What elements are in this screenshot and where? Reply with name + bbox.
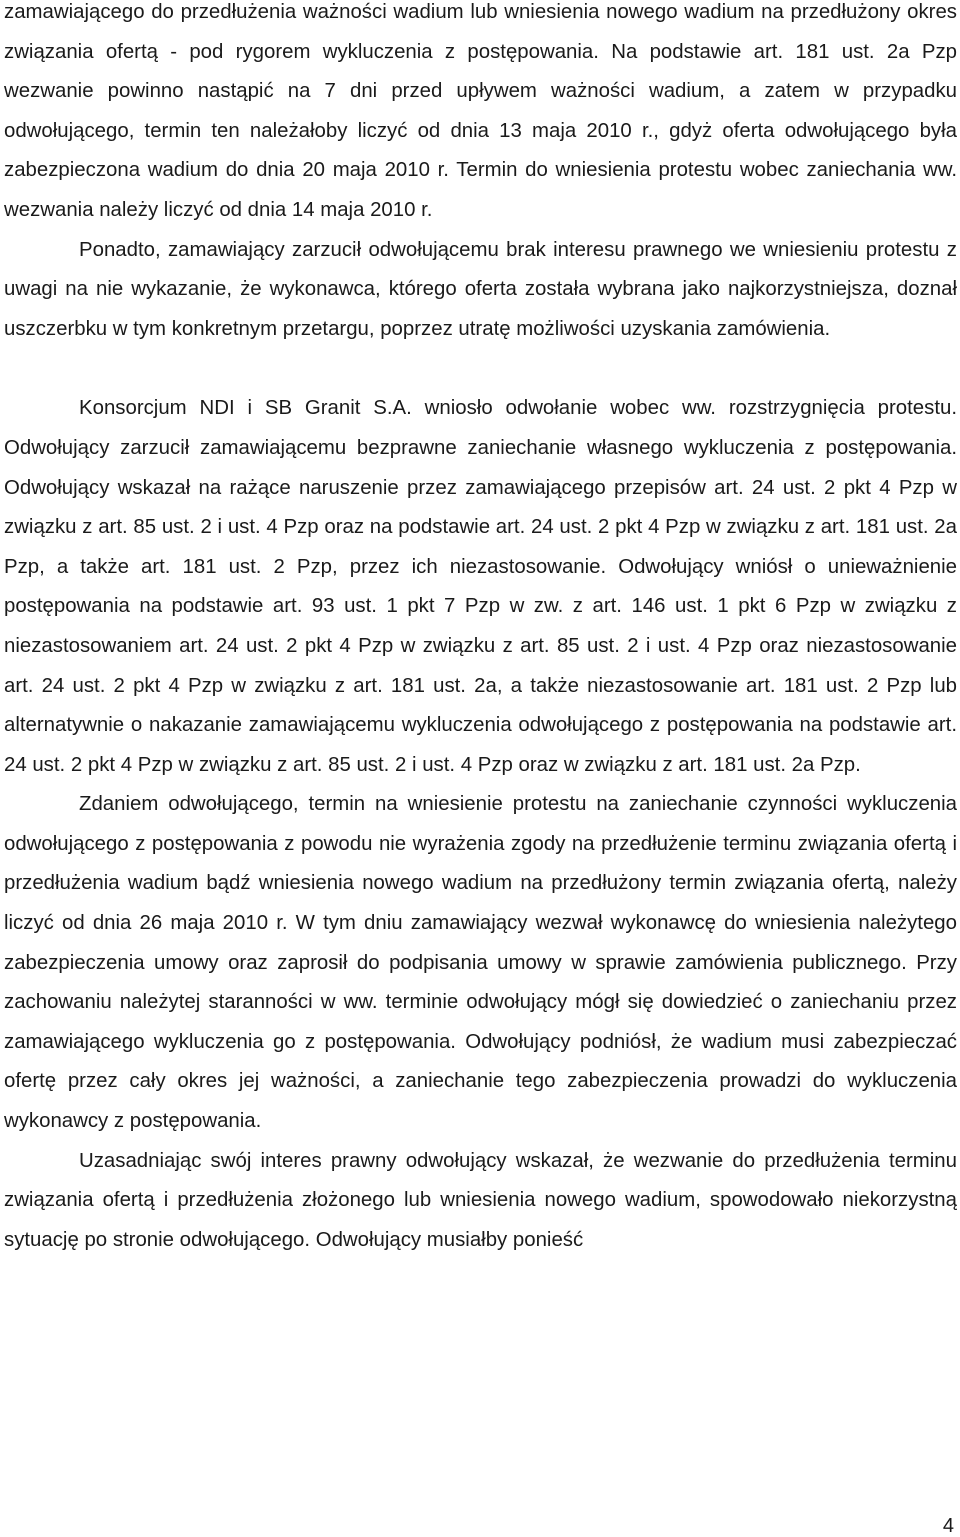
- paragraph-appeal: Konsorcjum NDI i SB Granit S.A. wniosło odwołanie wobec ww. rozstrzygnięcia protestu. Odwołujący zarzucił zamawiającemu bezprawne zaniechanie własnego wykluczenia z postępowania. Odwołujący wskazał na rażące naruszenie przez zamawiającego przepisów art. 24 ust. 2 pkt 4 Pzp w związku z art. 85 ust. 2 i ust. 4 Pzp oraz na podstawie art. 24 ust. 2 pkt 4 Pzp w związku z art. 181 ust. 2a Pzp, a także art. 181 ust. 2 Pzp, przez ich niezastosowanie. Odwołujący wniósł o unieważnienie postępowania na podstawie art. 93 ust. 1 pkt 7 Pzp w zw. z art. 146 ust. 1 pkt 6 Pzp w związku z niezastosowaniem art. 24 ust. 2 pkt 4 Pzp w związku z art. 85 ust. 2 i ust. 4 Pzp oraz niezastosowanie art. 24 ust. 2 pkt 4 Pzp w związku z art. 181 ust. 2a, a także niezastosowanie art. 181 ust. 2 Pzp lub alternatywnie o nakazanie zamawiającemu wykluczenia odwołującego z postępowania na podstawie art. 24 ust. 2 pkt 4 Pzp w związku z art. 85 ust. 2 i ust. 4 Pzp oraz w związku z art. 181 ust. 2a Pzp.: [4, 397, 957, 776]
- page-number: 4: [942, 1515, 954, 1537]
- paragraph-legal-interest: Ponadto, zamawiający zarzucił odwołującemu brak interesu prawnego we wniesieniu protestu z uwagi na nie wykazanie, że wykonawca, którego oferta została wybrana jako najkorzystniejsza, doznał uszczerbku w tym konkretnym przetargu, poprzez utratę możliwości uzyskania zamówienia.: [4, 238, 957, 340]
- paragraph-wadium-term: zamawiającego do przedłużenia ważności wadium lub wniesienia nowego wadium na przedłużony okres związania ofertą - pod rygorem wykluczenia z postępowania. Na podstawie art. 181 ust. 2a Pzp wezwanie powinno nastąpić na 7 dni przed upływem ważności wadium, a zatem w przypadku odwołującego, termin ten należałoby liczyć od dnia 13 maja 2010 r., gdyż oferta odwołującego była zabezpieczona wadium do dnia 20 maja 2010 r. Termin do wniesienia protestu wobec zaniechania ww. wezwania należy liczyć od dnia 14 maja 2010 r.: [4, 1, 957, 221]
- document-page: [4, 0, 957, 1260]
- paragraph-appellant-opinion: Zdaniem odwołującego, termin na wniesienie protestu na zaniechanie czynności wykluczenia odwołującego z postępowania z powodu nie wyrażenia zgody na przedłużenie terminu związania ofertą i przedłużenia wadium bądź wniesienia nowego wadium na przedłużony termin związania ofertą, należy liczyć od dnia 26 maja 2010 r. W tym dniu zamawiający wezwał wykonawcę do wniesienia należytego zabezpieczenia umowy oraz zaprosił do podpisania umowy w sprawie zamówienia publicznego. Przy zachowaniu należytej staranności w ww. terminie odwołujący mógł się dowiedzieć o zaniechaniu przez zamawiającego wykluczenia go z postępowania. Odwołujący podniósł, że wadium musi zabezpieczać ofertę przez cały okres jej ważności, a zaniechanie tego zabezpieczenia prowadzi do wykluczenia wykonawcy z postępowania.: [4, 793, 957, 1133]
- paragraph-justification: Uzasadniając swój interes prawny odwołujący wskazał, że wezwanie do przedłużenia terminu związania ofertą i przedłużenia złożonego lub wniesienia nowego wadium, spowodowało niekorzystną sytuację po stronie odwołującego. Odwołujący musiałby ponieść: [4, 1149, 957, 1251]
- paragraph-spacer: [4, 349, 957, 389]
